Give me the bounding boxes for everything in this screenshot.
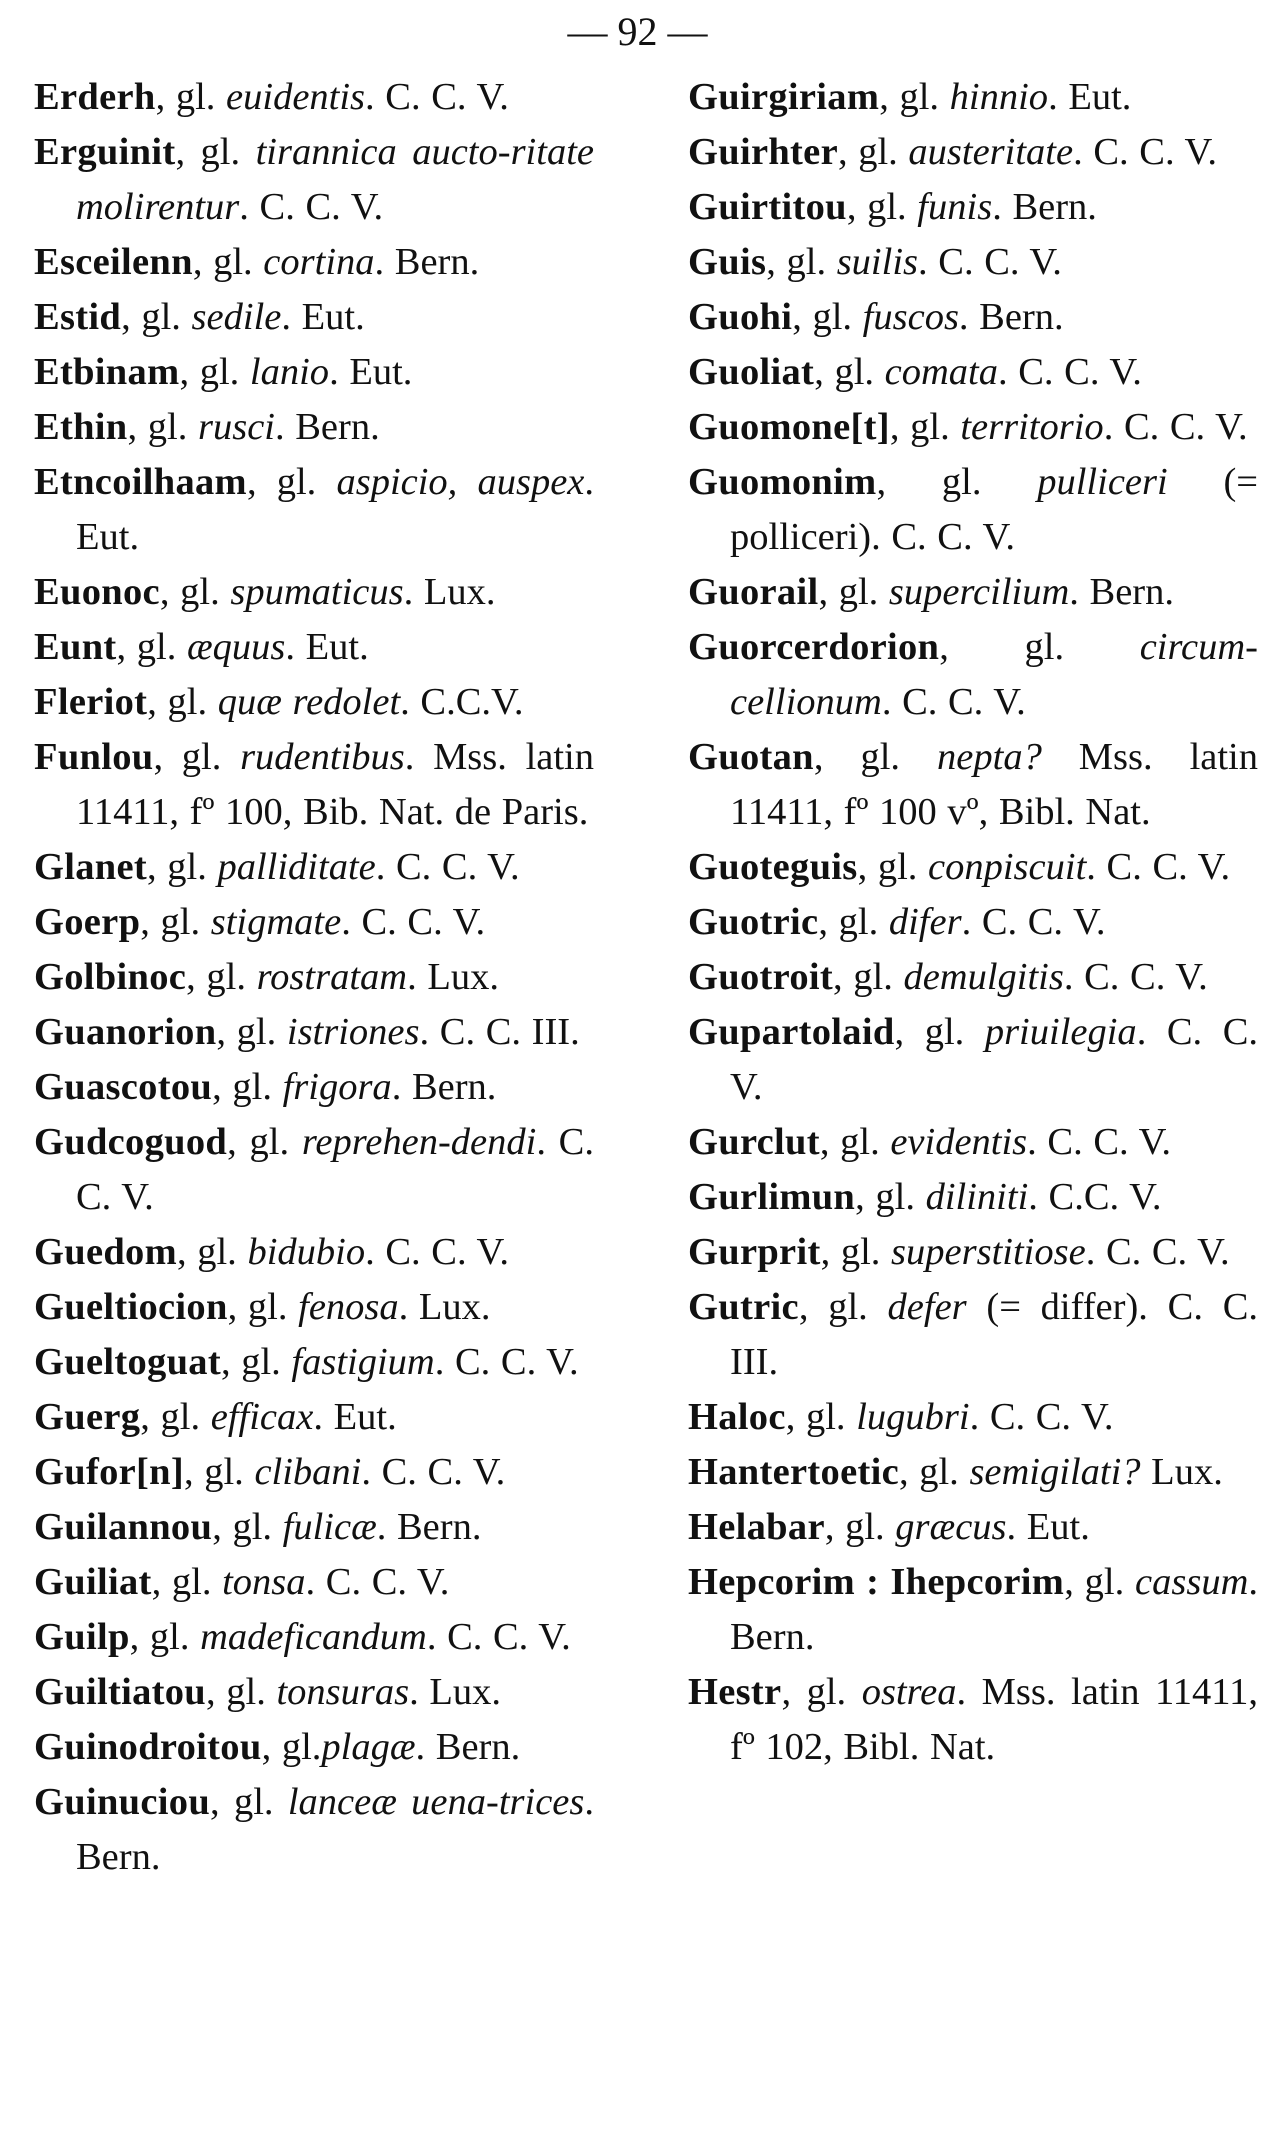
entry-source: . C. C. V. [365,76,509,118]
entry-source: . Bern. [1069,571,1174,613]
entry-headword: Golbinoc [34,956,187,998]
entry-gl-label: , gl. [781,1671,862,1713]
entry-headword: Hantertoetic [688,1451,899,1493]
glossary-entry [34,895,594,950]
entry-gl-label: , gl. [206,1671,277,1713]
entry-headword: Erderh [34,76,156,118]
entry-source: . Lux. [409,1671,502,1713]
entry-gloss: frigora [282,1066,392,1108]
entry-source: Lux. [1140,1451,1223,1493]
entry-source: . C. C. V. [918,241,1062,283]
entry-headword: Hestr [688,1671,782,1713]
entry-source: . C. C. V. [1027,1121,1172,1163]
entry-gloss: fenosa [298,1286,399,1328]
glossary-entry [34,1610,594,1665]
entry-gl-label: , gl. [792,296,863,338]
glossary-entry [34,1335,594,1390]
entry-gl-label: , gl. [898,1451,970,1493]
right-column [688,70,1258,1775]
glossary-entry [34,565,594,620]
entry-gl-label: , gl. [857,846,929,888]
entry-source: . C. C. V. [239,186,384,228]
entry-headword: Guilannou [34,1506,213,1548]
glossary-entry [688,730,1258,840]
entry-headword: Guirtitou [688,186,847,228]
entry-gl-label: , gl. [820,1231,892,1273]
entry-source: . Bern. [76,1781,594,1878]
entry-gl-label: , gl. [876,461,1038,503]
entry-gloss: funis [917,186,993,228]
entry-headword: Hepcorim : Ihepcorim [688,1561,1065,1603]
glossary-entry [688,1390,1258,1445]
entry-headword: Gueltoguat [34,1341,221,1383]
entry-headword: Gupartolaid [688,1011,895,1053]
entry-source: . C. C. V. [365,1231,509,1273]
entry-source: . C. C. V. [1073,131,1217,173]
glossary-entry [688,840,1258,895]
entry-headword: Gutric [688,1286,799,1328]
entry-gl-label: , gl. [220,1341,292,1383]
entry-headword: Guotric [688,901,819,943]
entry-gl-label: , gl. [819,1121,891,1163]
entry-gloss: pulliceri [1037,461,1168,503]
entry-headword: Guotroit [688,956,833,998]
entry-headword: Funlou [34,736,154,778]
entry-headword: Etbinam [34,351,180,393]
entry-gloss: sedile [191,296,282,338]
entry-headword: Gurprit [688,1231,821,1273]
entry-source: . C. C. V. [76,1121,594,1218]
entry-source: . Bern. [391,1066,497,1108]
entry-gl-label: , gl. [879,76,950,118]
entry-gloss: suilis [836,241,919,283]
entry-source: . Eut. [1006,1506,1090,1548]
glossary-entry [688,620,1258,730]
entry-gloss: palliditate [217,846,376,888]
entry-gl-label: , gl. [766,241,837,283]
entry-headword: Fleriot [34,681,148,723]
entry-headword: Guis [688,241,767,283]
entry-gloss: plagæ [321,1726,416,1768]
entry-headword: Guomone[t] [688,406,890,448]
entry-gl-label: , gl. [1064,1561,1136,1603]
entry-source: . C. C. V. [881,681,1026,723]
entry-source: (= polliceri). C. C. V. [730,461,1258,558]
entry-headword: Guirgiriam [688,76,880,118]
entry-headword: Ethin [34,406,128,448]
entry-gloss: lugubri [856,1396,970,1438]
entry-gloss: fuscos [862,296,959,338]
entry-gloss: supercilium [888,571,1070,613]
glossary-entry [688,1170,1258,1225]
entry-gloss: reprehen-dendi [301,1121,537,1163]
entry-headword: Guerg [34,1396,141,1438]
glossary-entry [34,455,594,565]
entry-gloss: tirannica aucto-ritate molirentur [76,131,594,228]
entry-headword: Guorail [688,571,819,613]
entry-gl-label: , gl. [192,241,264,283]
entry-source: . Bern. [415,1726,521,1768]
entry-source: . Lux. [407,956,499,998]
entry-headword: Guotan [688,736,814,778]
entry-gloss: ostrea [861,1671,957,1713]
entry-headword: Estid [34,296,122,338]
glossary-entry [688,950,1258,1005]
entry-headword: Gudcoguod [34,1121,228,1163]
entry-gl-label: , gl. [846,186,918,228]
glossary-entry [34,1390,594,1445]
entry-source: . Bern. [274,406,380,448]
entry-gloss: territorio [960,406,1104,448]
entry-source: . C. C. V. [426,1616,571,1658]
entry-gl-label: , gl. [813,736,938,778]
entry-gloss: græcus [895,1506,1007,1548]
entry-gloss: difer [888,901,962,943]
entry-headword: Guiliat [34,1561,152,1603]
entry-headword: Guomonim [688,461,877,503]
entry-gloss: diliniti [925,1176,1029,1218]
entry-source: . Bern. [730,1561,1258,1658]
glossary-entry [34,620,594,675]
entry-gl-label: , gl. [798,1286,888,1328]
glossary-entry [688,895,1258,950]
entry-source: . Eut. [313,1396,397,1438]
entry-source: . Bern. [374,241,480,283]
entry-gl-label: , gl. [186,956,257,998]
glossary-entry [688,1555,1258,1665]
glossary-entry [688,400,1258,455]
entry-gl-label: , gl. [147,681,218,723]
entry-headword: Guorcerdorion [688,626,940,668]
entry-headword: Guoteguis [688,846,858,888]
glossary-entry [34,1005,594,1060]
glossary-entry [688,180,1258,235]
entry-gl-label: , gl. [855,1176,926,1218]
entry-gl-label: , gl. [212,1506,283,1548]
glossary-entry [688,1665,1258,1775]
entry-source: . Mss. latin 11411, fº 100, Bib. Nat. de Paris. [76,736,594,833]
entry-gl-label: , gl. [179,351,250,393]
entry-source: . C.C.V. [400,681,524,723]
glossary-entry [688,290,1258,345]
glossary-entry [34,1500,594,1555]
glossary-entry [34,1060,594,1115]
entry-gloss: circum-cellionum [730,626,1258,723]
entry-headword: Gurclut [688,1121,820,1163]
entry-headword: Guirhter [688,131,838,173]
entry-gl-label: , gl. [147,846,218,888]
glossary-entry [34,1280,594,1335]
entry-gl-label: , gl. [837,131,909,173]
entry-gl-label: , gl. [227,1121,302,1163]
entry-gloss: stigmate [210,901,342,943]
entry-headword: Guohi [688,296,793,338]
entry-gl-label: , gl. [153,736,241,778]
entry-gloss: nepta? [937,736,1042,778]
entry-gloss: demulgitis [903,956,1064,998]
entry-gl-label: , gl. [814,351,885,393]
glossary-entry [34,1720,594,1775]
glossary-entry [34,840,594,895]
entry-gloss: æquus [186,626,286,668]
entry-source: . Eut. [76,461,595,558]
entry-source: . C. C. V. [1063,956,1208,998]
entry-source: . C. C. V. [1103,406,1248,448]
entry-headword: Guascotou [34,1066,213,1108]
entry-source: . C. C. V. [1085,1231,1230,1273]
entry-headword: Haloc [688,1396,786,1438]
entry-gl-label: , gl. [175,131,256,173]
entry-gloss: priuilegia [984,1011,1137,1053]
glossary-entry [34,950,594,1005]
entry-gl-label: , gl. [833,956,904,998]
glossary-entry [34,345,594,400]
entry-gloss: superstitiose [891,1231,1086,1273]
entry-source: . C. C. V. [361,1451,506,1493]
entry-gloss: bidubio [247,1231,366,1273]
entry-source: . C.C. V. [1028,1176,1162,1218]
entry-gl-label: , gl. [116,626,187,668]
entry-gloss: rostratam [256,956,408,998]
entry-gl-label: , gl. [140,901,211,943]
entry-source: . C. C. V. [305,1561,450,1603]
entry-headword: Guanorion [34,1011,217,1053]
glossary-entry [34,290,594,345]
glossary-entry [34,1555,594,1610]
entry-gl-label: , gl. [129,1616,201,1658]
glossary-entry [688,1115,1258,1170]
entry-headword: Goerp [34,901,141,943]
entry-gl-label: , gl. [151,1561,223,1603]
glossary-entry [34,235,594,290]
entry-headword: Helabar [688,1506,825,1548]
glossary-entry [34,1115,594,1225]
entry-headword: Gurlimun [688,1176,856,1218]
glossary-entry [688,455,1258,565]
glossary-entry [688,1445,1258,1500]
entry-gloss: clibani [254,1451,362,1493]
entry-headword: Erguinit [34,131,176,173]
entry-headword: Guedom [34,1231,177,1273]
entry-gloss: cortina [263,241,375,283]
entry-gloss: defer [887,1286,967,1328]
entry-headword: Guilp [34,1616,130,1658]
entry-source: . Eut. [1048,76,1132,118]
entry-gl-label: , gl. [121,296,192,338]
entry-source: . Bern. [376,1506,482,1548]
entry-source: . Eut. [329,351,413,393]
entry-gl-label: , gl. [176,1231,248,1273]
entry-gloss: istriones [286,1011,420,1053]
entry-gloss: austeritate [908,131,1074,173]
entry-source: . C. C. III. [419,1011,580,1053]
entry-gloss: quæ redolet [217,681,401,723]
glossary-entry [34,400,594,455]
entry-gl-label: , gl. [140,1396,211,1438]
glossary-entry [688,1005,1258,1115]
entry-gloss: fulicæ [282,1506,377,1548]
entry-gl-label: , gl. [246,461,337,503]
entry-gl-label: , gl. [155,76,227,118]
entry-headword: Eunt [34,626,117,668]
page-number: — 92 — [567,9,708,54]
entry-source: . Eut. [281,296,365,338]
glossary-entry [688,125,1258,180]
entry-source: . Eut. [285,626,369,668]
entry-source: Mss. latin 11411, fº 100 vº, Bibl. Nat. [730,736,1258,833]
entry-gl-label: , gl. [183,1451,255,1493]
glossary-entry [688,1500,1258,1555]
entry-gloss: tonsa [222,1561,306,1603]
entry-gl-label: , gl. [210,1781,288,1823]
entry-gl-label: , gl. [261,1726,322,1768]
entry-gl-label: , gl. [227,1286,299,1328]
glossary-entry [34,125,594,235]
entry-gl-label: , gl. [894,1011,985,1053]
entry-gl-label: , gl. [824,1506,896,1548]
glossary-entry [34,1445,594,1500]
entry-source: . C. C. V. [1086,846,1231,888]
entry-source: . C. C. V. [341,901,486,943]
entry-source: . Mss. latin 11411, fº 102, Bibl. Nat. [730,1671,1258,1768]
entry-headword: Guinodroitou [34,1726,262,1768]
entry-gl-label: , gl. [216,1011,287,1053]
left-column [34,70,594,1885]
entry-gloss: spumaticus [230,571,404,613]
entry-gloss: lanio [249,351,330,393]
entry-source: . Lux. [403,571,496,613]
entry-headword: Guiltiatou [34,1671,207,1713]
glossary-entry [688,70,1258,125]
entry-gloss: efficax [210,1396,314,1438]
entry-gloss: aspicio, auspex [336,461,585,503]
entry-gloss: conpiscuit [928,846,1087,888]
glossary-entry [34,70,594,125]
entry-gl-label: , gl. [939,626,1140,668]
entry-source: . C. C. V. [961,901,1106,943]
entry-gl-label: , gl. [212,1066,283,1108]
entry-gloss: cassum [1135,1561,1249,1603]
glossary-entry [688,565,1258,620]
entry-gloss: fastigium [291,1341,435,1383]
entry-gloss: semigilati? [969,1451,1141,1493]
entry-gloss: hinnio [949,76,1049,118]
entry-gl-label: , gl. [785,1396,857,1438]
glossary-entry [34,675,594,730]
entry-gloss: comata [884,351,998,393]
entry-gloss: rudentibus [240,736,405,778]
glossary-entry [688,235,1258,290]
entry-headword: Gueltiocion [34,1286,228,1328]
entry-source: . Bern. [958,296,1064,338]
entry-gl-label: , gl. [818,571,889,613]
entry-source: . C. C. V. [997,351,1142,393]
entry-gloss: euidentis [226,76,366,118]
glossary-entry [34,1665,594,1720]
entry-headword: Etncoilhaam [34,461,247,503]
entry-headword: Guoliat [688,351,815,393]
entry-source: . C. C. V. [730,1011,1258,1108]
entry-gl-label: , gl. [818,901,889,943]
entry-source: (= differ). C. C. III. [730,1286,1259,1383]
entry-source: . C. C. V. [375,846,520,888]
glossary-entry [34,1775,594,1885]
glossary-entry [688,1225,1258,1280]
entry-source: . Bern. [992,186,1097,228]
glossary-entry [34,1225,594,1280]
entry-headword: Gufor[n] [34,1451,184,1493]
entry-gloss: evidentis [890,1121,1028,1163]
entry-headword: Glanet [34,846,148,888]
entry-gloss: lanceæ uena-trices [287,1781,585,1823]
glossary-entry [688,345,1258,400]
entry-source: . C. C. V. [434,1341,579,1383]
entry-gl-label: , gl. [159,571,231,613]
entry-gloss: madeficandum [200,1616,427,1658]
entry-gl-label: , gl. [889,406,961,448]
entry-headword: Euonoc [34,571,160,613]
glossary-entry [34,730,594,840]
entry-gloss: rusci [197,406,275,448]
entry-headword: Esceilenn [34,241,193,283]
entry-headword: Guinuciou [34,1781,211,1823]
entry-gl-label: , gl. [127,406,198,448]
glossary-entry [688,1280,1258,1390]
entry-source: . C. C. V. [969,1396,1114,1438]
entry-source: . Lux. [398,1286,491,1328]
entry-gloss: tonsuras [276,1671,410,1713]
